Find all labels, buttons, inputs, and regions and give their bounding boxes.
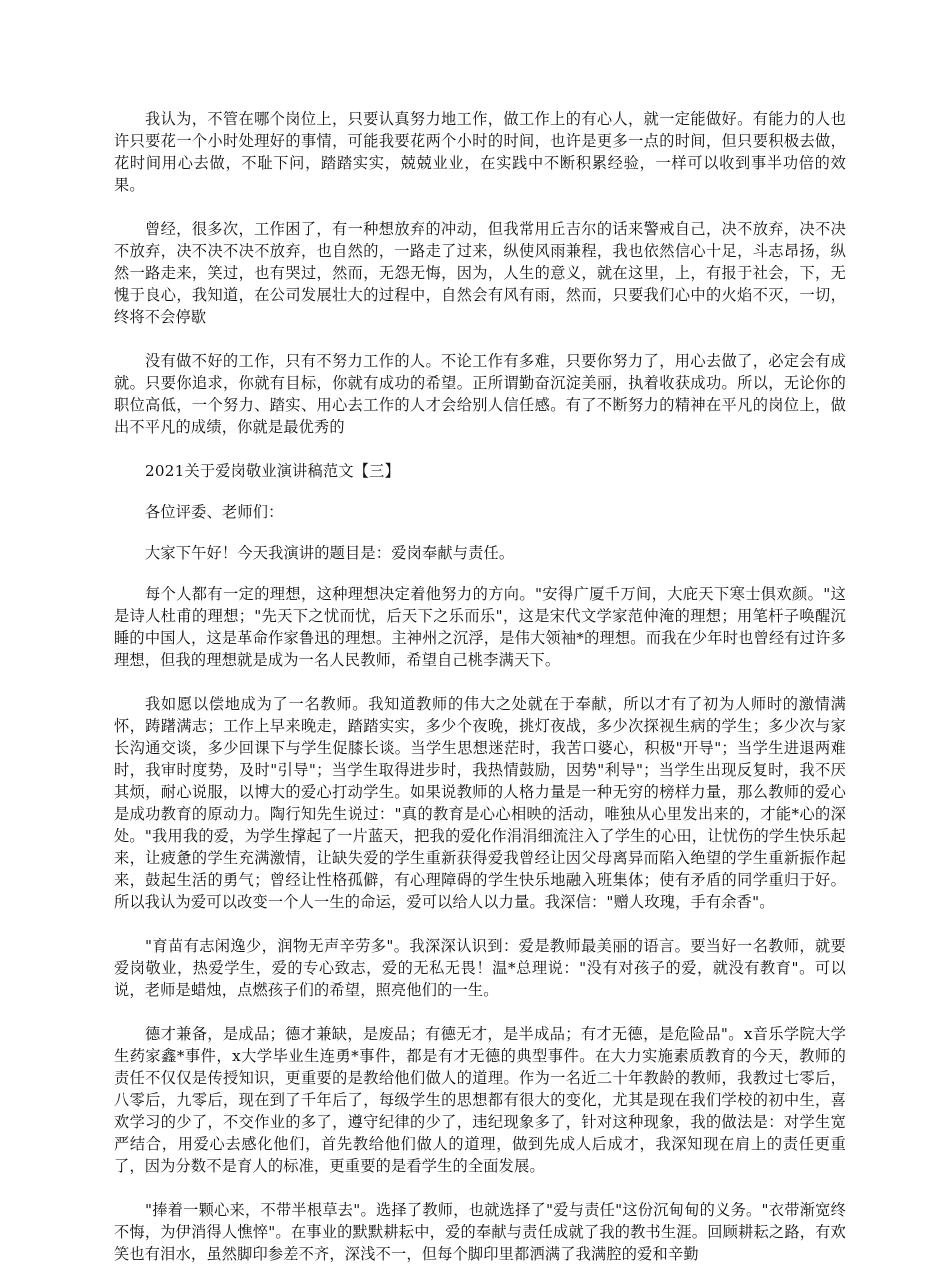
salutation: 各位评委、老师们： xyxy=(145,503,284,521)
paragraph-love-language: "育苗有志闲逸少，润物无声辛劳多"。我深深认识到：爱是教师最美丽的语言。要当好一名教师，就要爱岗敬业，热爱学生，爱的专心致志，爱的无私无畏！温*总理说："没有对孩子的爱，就没有教育"。可以说，老师是蜡烛，点燃孩子们的希望，照亮他们的一生。 xyxy=(114,937,846,999)
greeting-paragraph: 大家下午好！今天我演讲的题目是：爱岗奉献与责任。 xyxy=(145,544,515,562)
paragraph-3: 没有做不好的工作，只有不努力工作的人。不论工作有多难，只要你努力了，用心去做了，必定会有成就。只要你追求，你就有目标，你就有成功的希望。正所谓勤奋沉淀美丽，执着收获成功。所以，无论你的职位高低，一个努力、踏实、用心去工作的人才会给别人信任感。有了不断努力的精神在平凡的岗位上，做出不平凡的成绩，你就是最优秀的 xyxy=(114,352,846,436)
paragraph-2: 曾经，很多次，工作困了，有一种想放弃的冲动，但我常用丘吉尔的话来警戒自己，决不放弃，决不决不放弃，决不决不决不放弃，也自然的，一路走了过来，纵使风雨兼程，我也依然信心十足，斗志昂扬，纵然一路走来，笑过，也有哭过，然而，无怨无悔，因为，人生的意义，就在这里，上，有报于社会，下，无愧于良心，我知道，在公司发展壮大的过程中，自然会有风有雨，然而，只要我们心中的火焰不灭，一切，终将不会停歇 xyxy=(114,220,846,326)
paragraph-becoming-teacher: 我如愿以偿地成为了一名教师。我知道教师的伟大之处就在于奉献，所以才有了初为人师时的激情满怀，踌躇满志；工作上早来晚走，踏踏实实，多少个夜晚，挑灯夜战，多少次探视生病的学生；多少次与家长沟通交谈，多少回课下与学生促膝长谈。当学生思想迷茫时，我苦口婆心，积极"开导"；当学生进退两难时，我审时度势，及时"引导"；当学生取得进步时，我热情鼓励，因势"利导"；当学生出现反复时，我不厌其烦，耐心说服，以博大的爱心打动学生。如果说教师的人格力量是一种无穷的榜样力量，那么教师的爱心是成功教育的原动力。陶行知先生说过："真的教育是心心相映的活动，唯独从心里发出来的，才能*心的深处。"我用我的爱，为学生撑起了一片蓝天，把我的爱化作涓涓细流注入了学生的心田，让忧伤的学生快乐起来，让疲惫的学生充满激情，让缺失爱的学生重新获得爱我曾经让因父母离异而陷入绝望的学生重新振作起来，鼓起生活的勇气；曾经让性格孤僻，有心理障碍的学生快乐地融入班集体；使有矛盾的同学重归于好。所以我认为爱可以改变一个人一生的命运，爱可以给人以力量。我深信："赠人玫瑰，手有余香"。 xyxy=(114,695,846,911)
paragraph-virtue-talent: 德才兼备，是成品；德才兼缺，是废品；有德无才，是半成品；有才无德，是危险品"。x音乐学院大学生药家鑫*事件，x大学毕业生连勇*事件，都是有才无德的典型事件。在大力实施素质教育的今天，教师的责任不仅仅是传授知识，更重要的是教给他们做人的道理。作为一名近二十年教龄的教师，我教过七零后，八零后，九零后，现在到了千年后了，每级学生的思想都有很大的变化，尤其是现在我们学校的初中生，喜欢学习的少了，不交作业的多了，遵守纪律的少了，违纪现象多了，针对这种现象，我的做法是：对学生宽严结合，用爱心去感化他们，首先教给他们做人的道理，做到先成人后成才，我深知现在肩上的责任更重了，因为分数不是育人的标准，更重要的是看学生的全面发展。 xyxy=(114,1025,846,1175)
document-body xyxy=(114,108,846,1287)
paragraph-ideals: 每个人都有一定的理想，这种理想决定着他努力的方向。"安得广厦千万间，大庇天下寒士俱欢颜。"这是诗人杜甫的理想；"先天下之忧而忧，后天下之乐而乐"，这是宋代文学家范仲淹的理想；用笔杆子唤醒沉睡的中国人，这是革命作家鲁迅的理想。主神州之沉浮，是伟大领袖*的理想。而我在少年时也曾经有过许多理想，但我的理想就是成为一名人民教师，希望自己桃李满天下。 xyxy=(114,585,846,669)
paragraph-1: 我认为，不管在哪个岗位上，只要认真努力地工作，做工作上的有心人，就一定能做好。有能力的人也许只要花一个小时处理好的事情，可能我要花两个小时的时间，也许是更多一点的时间，但只要积极去做，花时间用心去做，不耻下问，踏踏实实，兢兢业业，在实践中不断积累经验，一样可以收到事半功倍的效果。 xyxy=(114,110,846,194)
section-heading: 2021关于爱岗敬业演讲稿范文【三】 xyxy=(145,462,400,480)
paragraph-responsibility: "捧着一颗心来，不带半根草去"。选择了教师，也就选择了"爱与责任"这份沉甸甸的义务。"衣带渐宽终不悔，为伊消得人憔悴"。在事业的默默耕耘中，爱的奉献与责任成就了我的教书生涯。回顾耕耘之路，有欢笑也有泪水，虽然脚印参差不齐，深浅不一，但每个脚印里都洒满了我满腔的爱和辛勤 xyxy=(114,1201,846,1263)
